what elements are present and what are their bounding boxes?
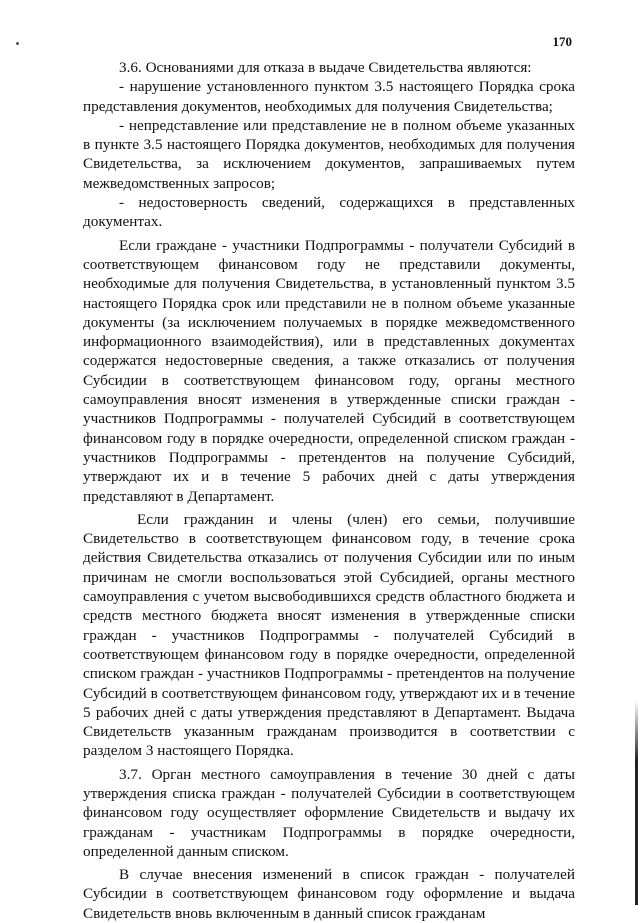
scan-edge-shadow: [635, 700, 638, 905]
paragraph-list-item-1: - нарушение установленного пунктом 3.5 настоящего Порядка срока представления документов, необходимых для получения Свидетельства;: [83, 78, 575, 115]
page-number: 170: [552, 34, 572, 49]
paragraph-list-item-2: - непредставление или представление не в полном объеме указанных в пункте 3.5 настоящего Порядка документов, необходимых для получения Свидетельства, за исключением документов, запрашиваемых путем межведомственных запросов;: [83, 116, 575, 192]
scan-speck: [16, 42, 19, 45]
paragraph-list-changes: В случае внесения изменений в список граждан - получателей Субсидии в соответствующем финансовом году оформление и выдача Свидетельств вновь включенным в данный список гражданам: [83, 866, 575, 922]
document-body: [83, 58, 575, 923]
paragraph-3-7: 3.7. Орган местного самоуправления в течение 30 дней с даты утверждения списка граждан - получателей Субсидии в соответствующем финансовом году осуществляет оформление Свидетельств и выдачу их гражданам - участникам Подпрограммы в порядке очередности, определенной данным списком.: [83, 765, 575, 860]
paragraph-list-item-3: - недостоверность сведений, содержащихся в представленных документах.: [83, 194, 575, 231]
paragraph-3-6-heading: 3.6. Основаниями для отказа в выдаче Свидетельства являются:: [119, 59, 532, 76]
paragraph-refusal-certificate: Если гражданин и члены (член) его семьи, получившие Свидетельство в соответствующем финансовом году, в течение срока действия Свидетельства отказались от получения Субсидии или по иным причинам не смогли воспользоваться этой Субсидией, органы местного самоуправления с учетом высвободившихся средств областного бюджета и средств местного бюджета вносят изменения в утвержденные списки граждан - участников Подпрограммы - получателей Субсидий в соответствующем финансовом году в порядке очередности, определенной списком граждан - участников Подпрограммы - претендентов на получение Субсидий в соответствующем финансовом году, утверждают их и в течение 5 рабочих дней с даты утверждения представляют в Департамент. Выдача Свидетельств указанным гражданам производится в соответствии с разделом 3 настоящего Порядка.: [83, 510, 575, 760]
paragraph-refusal-participants: Если граждане - участники Подпрограммы - получатели Субсидий в соответствующем финансовом году не представили документы, необходимые для получения Свидетельства, в установленный пунктом 3.5 настоящего Порядка срок или представили не в полном объеме указанные документы (за исключением получаемых в порядке межведомственного информационного взаимодействия), или в представленных документах содержатся недостоверные сведения, а также отказались от получения Субсидии в соответствующем финансовом году, органы местного самоуправления вносят изменения в утвержденные списки граждан - участников Подпрограммы - получателей Субсидий в соответствующем финансовом году в порядке очередности, определенной списком граждан - участников Подпрограммы - претендентов на получение Субсидий, утверждают их и в течение 5 рабочих дней с даты утверждения представляют в Департамент.: [83, 236, 575, 505]
